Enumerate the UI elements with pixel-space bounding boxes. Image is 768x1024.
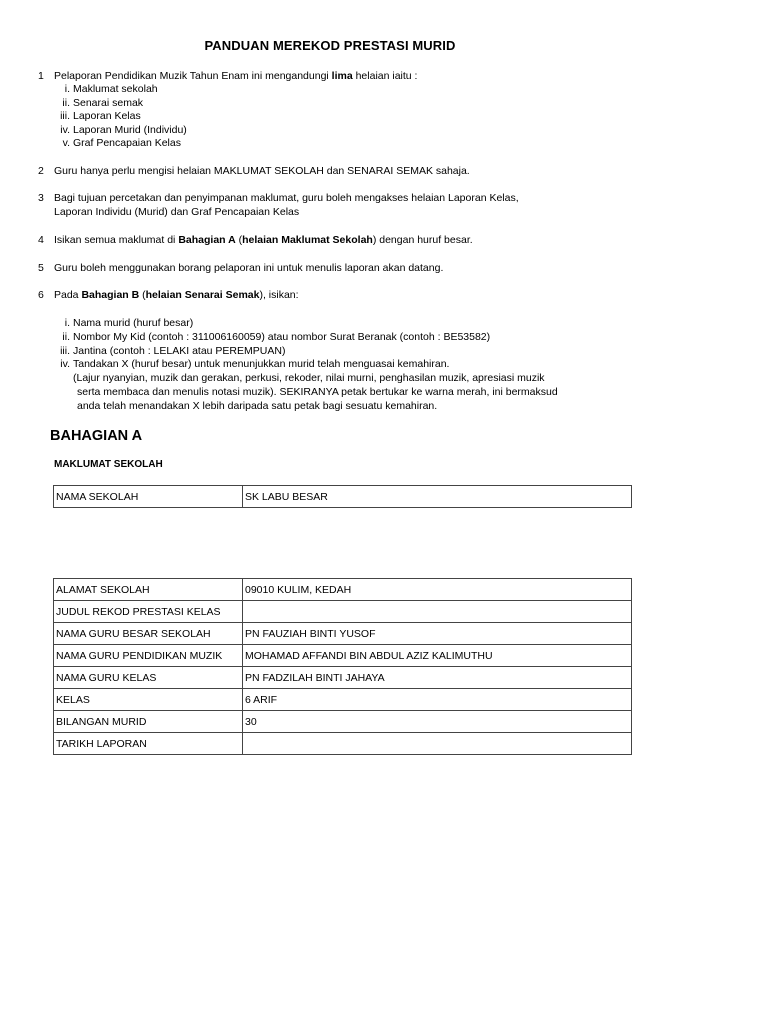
field-value[interactable]: SK LABU BESAR [243, 486, 632, 508]
list-item: Maklumat sekolah [73, 83, 158, 95]
subsection-heading: MAKLUMAT SEKOLAH [54, 459, 163, 470]
table-row [54, 667, 632, 689]
field-value[interactable]: PN FAUZIAH BINTI YUSOF [243, 623, 632, 645]
item-number: 5 [38, 262, 44, 274]
field-label: NAMA GURU PENDIDIKAN MUZIK [54, 645, 243, 667]
list-item-label: i. [64, 317, 70, 329]
list-item-label: iv. [60, 358, 70, 370]
field-value[interactable]: PN FADZILAH BINTI JAHAYA [243, 667, 632, 689]
school-name-table [53, 485, 632, 508]
list-item: Tandakan X (huruf besar) untuk menunjukkan murid telah menguasai kemahiran. [73, 358, 450, 370]
field-label: NAMA GURU BESAR SEKOLAH [54, 623, 243, 645]
table-row [54, 601, 632, 623]
field-value[interactable]: 09010 KULIM, KEDAH [243, 579, 632, 601]
item-text: Bagi tujuan percetakan dan penyimpanan maklumat, guru boleh mengakses helaian Laporan Kelas, [54, 192, 519, 204]
table-row [54, 579, 632, 601]
item-number: 1 [38, 70, 44, 82]
list-note: serta membaca dan menulis notasi muzik). SEKIRANYA petak bertukar ke warna merah, ini bermaksud [77, 386, 558, 398]
item-text: Guru hanya perlu mengisi helaian MAKLUMAT SEKOLAH dan SENARAI SEMAK sahaja. [54, 165, 470, 177]
school-info-table [53, 578, 632, 755]
list-item-label: ii. [62, 331, 70, 343]
list-item: Laporan Kelas [73, 110, 141, 122]
table-row [54, 645, 632, 667]
field-label: ALAMAT SEKOLAH [54, 579, 243, 601]
page-title: PANDUAN MEREKOD PRESTASI MURID [204, 38, 456, 53]
field-value[interactable]: 30 [243, 711, 632, 733]
table-row [54, 486, 632, 508]
list-note: (Lajur nyanyian, muzik dan gerakan, perkusi, rekoder, nilai murni, penghasilan muzik, apresiasi muzik [73, 372, 545, 384]
field-label: JUDUL REKOD PRESTASI KELAS [54, 601, 243, 623]
list-item-label: v. [62, 137, 70, 149]
item-number: 2 [38, 165, 44, 177]
list-item-label: i. [64, 83, 70, 95]
list-item: Nombor My Kid (contoh : 311006160059) atau nombor Surat Beranak (contoh : BE53582) [73, 331, 491, 343]
table-row [54, 623, 632, 645]
table-row [54, 689, 632, 711]
item-number: 3 [38, 192, 44, 204]
field-label: NAMA GURU KELAS [54, 667, 243, 689]
list-item-label: iii. [60, 345, 70, 357]
list-item-label: ii. [62, 97, 70, 109]
field-label: KELAS [54, 689, 243, 711]
item-number: 4 [38, 234, 44, 246]
list-item-label: iii. [60, 110, 70, 122]
field-value[interactable] [243, 601, 632, 623]
field-value[interactable]: 6 ARIF [243, 689, 632, 711]
field-label: NAMA SEKOLAH [54, 486, 243, 508]
list-item: Senarai semak [73, 97, 144, 109]
item-number: 6 [38, 289, 44, 301]
item-text: Isikan semua maklumat di Bahagian A (helaian Maklumat Sekolah) dengan huruf besar. [54, 234, 473, 246]
list-note: anda telah menandakan X lebih daripada satu petak bagi sesuatu kemahiran. [77, 400, 438, 412]
field-value[interactable]: MOHAMAD AFFANDI BIN ABDUL AZIZ KALIMUTHU [243, 645, 632, 667]
item-text: Laporan Individu (Murid) dan Graf Pencapaian Kelas [54, 206, 300, 218]
table-row [54, 733, 632, 755]
section-heading: BAHAGIAN A [50, 428, 143, 444]
field-label: BILANGAN MURID [54, 711, 243, 733]
item-text: Guru boleh menggunakan borang pelaporan ini untuk menulis laporan akan datang. [54, 262, 444, 274]
list-item: Laporan Murid (Individu) [73, 124, 187, 136]
list-item: Nama murid (huruf besar) [73, 317, 194, 329]
table-row [54, 711, 632, 733]
list-item-label: iv. [60, 124, 70, 136]
item-text: Pelaporan Pendidikan Muzik Tahun Enam ini mengandungi lima helaian iaitu : [54, 70, 418, 82]
list-item: Graf Pencapaian Kelas [73, 137, 181, 149]
item-text: Pada Bahagian B (helaian Senarai Semak), isikan: [54, 289, 299, 301]
field-value[interactable] [243, 733, 632, 755]
field-label: TARIKH LAPORAN [54, 733, 243, 755]
list-item: Jantina (contoh : LELAKI atau PEREMPUAN) [73, 345, 286, 357]
